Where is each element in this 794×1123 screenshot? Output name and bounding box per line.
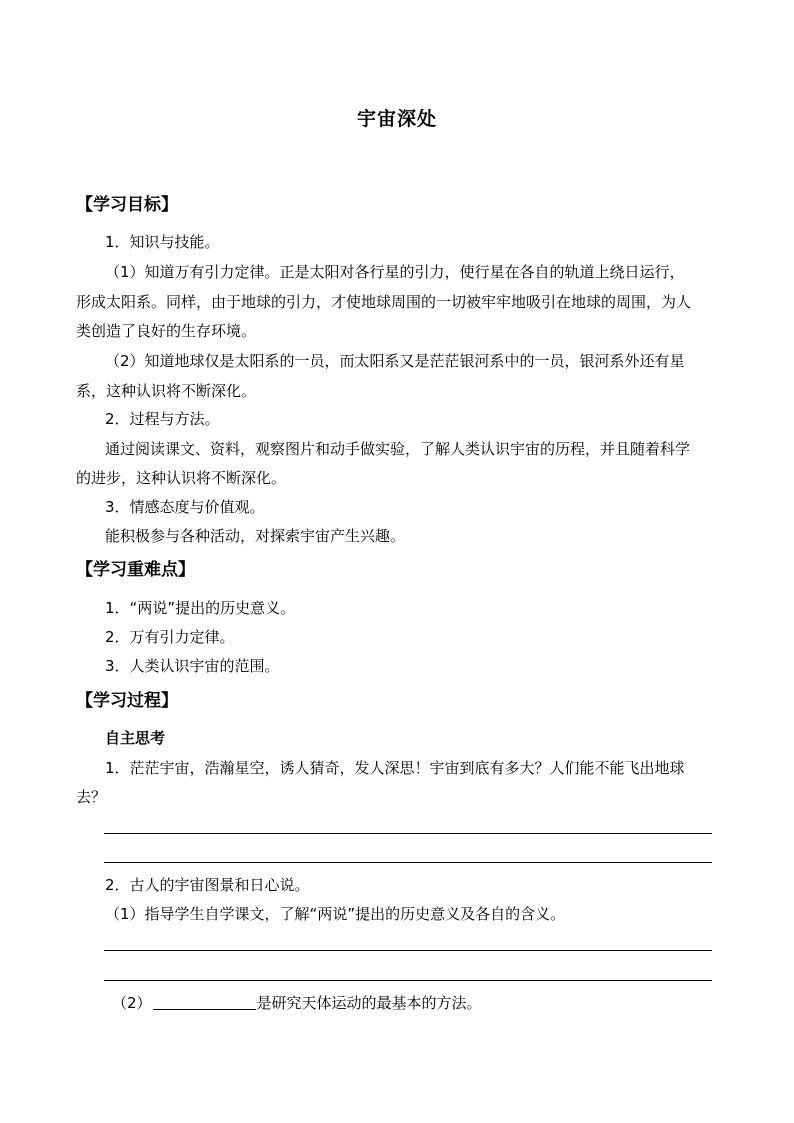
goals-item-1: 1．知识与技能。 <box>105 233 220 251</box>
answer-line[interactable] <box>104 862 712 863</box>
question-1-line-2: 去？ <box>76 788 107 806</box>
keypoint-3: 3．人类认识宇宙的范围。 <box>105 657 280 675</box>
goals-p1-line-2: 形成太阳系。同样，由于地球的引力，才使地球周围的一切被牢牢地吸引在地球的周围，为人 <box>76 293 692 311</box>
question-2-2-prefix: （2） <box>112 994 152 1012</box>
page-title: 宇宙深处 <box>356 108 437 130</box>
goals-p2-line-2: 系，这种认识将不断深化。 <box>76 382 257 400</box>
process-subheading: 自主思考 <box>105 729 166 747</box>
goals-p2-line-1: （2）知道地球仅是太阳系的一员，而太阳系又是茫茫银河系中的一员，银河系外还有星 <box>105 352 685 370</box>
answer-line[interactable] <box>104 950 712 951</box>
section-heading-process: 【学习过程】 <box>76 691 178 711</box>
goals-p1-line-3: 类创造了良好的生存环境。 <box>76 322 257 340</box>
goals-p3-line-2: 的进步，这种认识将不断深化。 <box>76 469 287 487</box>
keypoint-1: 1．“两说”提出的历史意义。 <box>105 599 296 617</box>
fill-in-blank[interactable] <box>153 993 256 1010</box>
question-2-1: （1）指导学生自学课文，了解“两说”提出的历史意义及各自的含义。 <box>105 905 566 923</box>
goals-item-3: 3．情感态度与价值观。 <box>105 498 265 516</box>
goals-item-2: 2．过程与方法。 <box>105 410 220 428</box>
question-2-2 <box>112 993 482 1013</box>
question-2-2-suffix: 是研究天体运动的最基本的方法。 <box>256 994 482 1012</box>
keypoint-2: 2．万有引力定律。 <box>105 628 235 646</box>
answer-line[interactable] <box>104 980 712 981</box>
goals-p3-line-1: 通过阅读课文、资料，观察图片和动手做实验，了解人类认识宇宙的历程，并且随着科学 <box>105 440 691 458</box>
question-2: 2．古人的宇宙图景和日心说。 <box>105 876 310 894</box>
section-heading-goals: 【学习目标】 <box>76 195 178 215</box>
goals-p1-line-1: （1）知道万有引力定律。正是太阳对各行星的引力，使行星在各自的轨道上绕日运行， <box>105 263 685 281</box>
goals-p4: 能积极参与各种活动，对探索宇宙产生兴趣。 <box>105 527 406 545</box>
answer-line[interactable] <box>104 833 712 834</box>
question-1-line-1: 1．茫茫宇宙，浩瀚星空，诱人猜奇，发人深思！宇宙到底有多大？人们能不能飞出地球 <box>105 759 685 777</box>
section-heading-keypoints: 【学习重难点】 <box>76 560 195 580</box>
